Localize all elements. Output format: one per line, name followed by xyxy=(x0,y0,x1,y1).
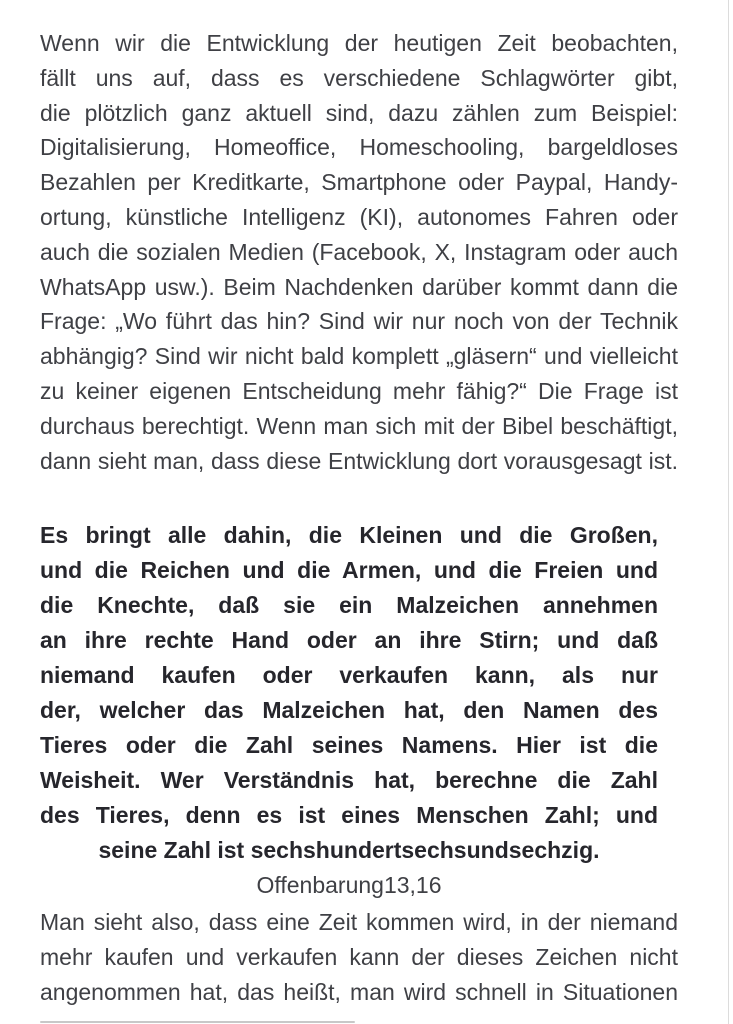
text-line: dann sieht man, dass diese Entwicklung dort vorausgesagt ist. xyxy=(40,447,678,474)
text-line: auch die sozialen Medien (Facebook, X, Instagram oder auch xyxy=(40,238,678,265)
text-line: durchaus berechtigt. Wenn man sich mit der Bibel beschäftigt, xyxy=(40,412,678,439)
text-line: Tieres oder die Zahl seines Namens. Hier ist die xyxy=(40,732,658,759)
text-line: an ihre rechte Hand oder an ihre Stirn; und daß xyxy=(40,627,658,654)
text-line: mehr kaufen und verkaufen kann der dieses Zeichen nicht xyxy=(40,944,678,971)
page-content xyxy=(40,26,678,1010)
text-line: abhängig? Sind wir nicht bald komplett „gläsern“ und vielleicht xyxy=(40,343,678,370)
text-line: die plötzlich ganz aktuell sind, dazu zählen zum Beispiel: xyxy=(40,99,678,126)
text-line: Weisheit. Wer Verständnis hat, berechne die Zahl xyxy=(40,767,658,794)
text-line: Frage: „Wo führt das hin? Sind wir nur noch von der Technik xyxy=(40,308,678,335)
text-line: Es bringt alle dahin, die Kleinen und die Großen, xyxy=(40,522,658,549)
text-line: Bezahlen per Kreditkarte, Smartphone oder Paypal, Handy- xyxy=(40,169,678,196)
bible-quote-lines xyxy=(40,518,658,833)
text-line: die Knechte, daß sie ein Malzeichen annehmen xyxy=(40,592,658,619)
text-line: Wenn wir die Entwicklung der heutigen Zeit beobachten, xyxy=(40,30,678,56)
verse-reference: Offenbarung13,16 xyxy=(256,872,442,899)
text-line: des Tieres, denn es ist eines Menschen Zahl; und xyxy=(40,802,658,829)
conclusion-paragraph xyxy=(40,905,678,1009)
text-line: Digitalisierung, Homeoffice, Homeschooling, bargeldloses xyxy=(40,134,678,161)
text-line: fällt uns auf, dass es verschiedene Schlagwörter gibt, xyxy=(40,64,678,91)
text-line: zu keiner eigenen Entscheidung mehr fähig?“ Die Frage ist xyxy=(40,377,678,404)
bible-quote-last-line: seine Zahl ist sechshundertsechsundsechzig. xyxy=(98,837,600,864)
text-line: Man sieht also, dass eine Zeit kommen wird, in der niemand xyxy=(40,909,678,936)
text-line: ortung, künstliche Intelligenz (KI), autonomes Fahren oder xyxy=(40,203,678,230)
text-line: angenommen hat, das heißt, man wird schnell in Situationen xyxy=(40,978,678,1005)
bible-quote-paragraph xyxy=(40,518,658,868)
text-line: und die Reichen und die Armen, und die Freien und xyxy=(40,557,658,584)
intro-paragraph xyxy=(40,26,678,478)
cutoff-next-line-sliver xyxy=(40,1021,355,1023)
text-line: der, welcher das Malzeichen hat, den Namen des xyxy=(40,697,658,724)
page-right-edge-line xyxy=(728,0,729,1024)
text-line: WhatsApp usw.). Beim Nachdenken darüber kommt dann die xyxy=(40,273,678,300)
text-line: niemand kaufen oder verkaufen kann, als nur xyxy=(40,662,658,689)
